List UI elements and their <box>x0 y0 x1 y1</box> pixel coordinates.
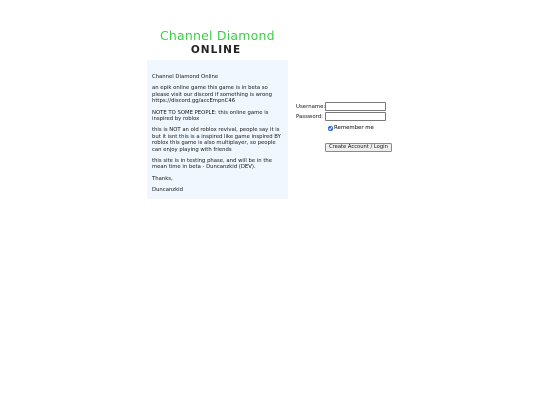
remember-me-label: Remember me <box>334 125 374 131</box>
username-input[interactable] <box>325 102 386 111</box>
info-panel <box>147 60 288 199</box>
info-paragraph: NOTE TO SOME PEOPLE: this online game is inspired by roblox <box>152 109 269 123</box>
info-paragraph: this site is in testing phase, and will be in the mean time in beta - Duncanzkid (DEV). <box>152 158 273 171</box>
login-form <box>295 102 415 122</box>
logo-title: Channel Diamond <box>160 28 275 43</box>
create-account-login-button[interactable]: Create Account / Login <box>325 143 392 152</box>
username-label: Username: <box>296 104 326 110</box>
info-paragraph: this is NOT an old roblox revival, people say it is but it isnt this is a inspired like game inspired BY roblox this game is also multiplayer, so people can enjoy playing with friends <box>152 127 281 153</box>
info-signature: Duncanzkid <box>152 187 183 194</box>
password-label: Password: <box>296 114 323 120</box>
info-paragraph: Thanks, <box>152 175 173 182</box>
site-logo <box>160 28 275 56</box>
info-paragraph: an epik online game this game is in beta so please visit our discord if something is wrong https://discord.gg/accEmpnC46 <box>152 85 272 105</box>
password-input[interactable] <box>325 112 386 121</box>
logo-subtitle: ONLINE <box>190 44 242 56</box>
username-row <box>295 102 415 112</box>
remember-me-checkbox[interactable] <box>328 126 333 131</box>
info-title: Channel Diamond Online <box>152 74 219 80</box>
password-row <box>295 112 415 122</box>
remember-me[interactable] <box>328 125 374 131</box>
